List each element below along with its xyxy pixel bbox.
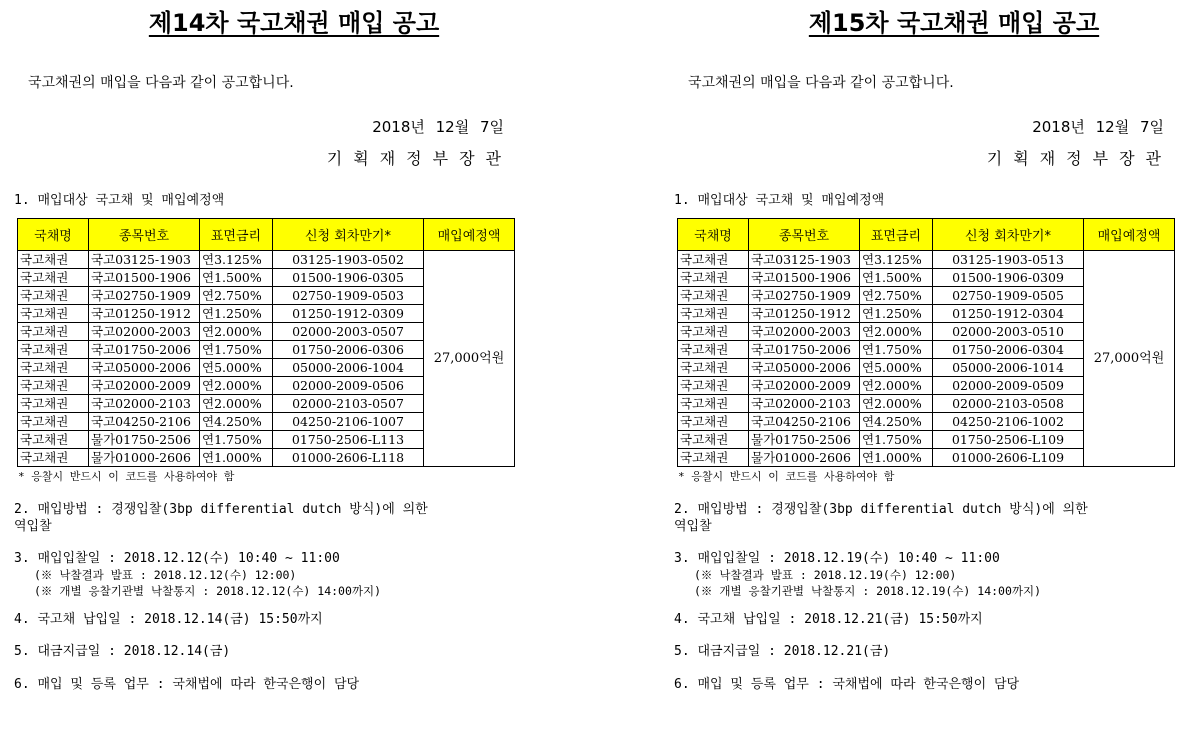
cell-issue-code: 물가01750-2506: [749, 431, 860, 449]
section-6: 6. 매입 및 등록 업무 : 국채법에 따라 한국은행이 담당: [674, 677, 1020, 692]
cell-issue-code: 국고02000-2103: [749, 395, 860, 413]
cell-issue-code: 국고04250-2106: [749, 413, 860, 431]
cell-issue-code: 국고01250-1912: [749, 305, 860, 323]
cell-coupon-rate: 연2.750%: [860, 287, 933, 305]
cell-maturity-code: 02000-2003-0510: [933, 323, 1084, 341]
header-maturity-code: 신청 회차만기*: [273, 219, 424, 251]
cell-maturity-code: 01750-2506-L109: [933, 431, 1084, 449]
section-4: 4. 국고채 납입일 : 2018.12.14(금) 15:50까지: [14, 612, 323, 627]
section-6: 6. 매입 및 등록 업무 : 국채법에 따라 한국은행이 담당: [14, 677, 360, 692]
header-coupon-rate: 표면금리: [200, 219, 273, 251]
cell-issue-code: 국고02750-1909: [749, 287, 860, 305]
cell-bond-name: 국고채권: [678, 395, 749, 413]
cell-maturity-code: 05000-2006-1014: [933, 359, 1084, 377]
cell-coupon-rate: 연4.250%: [200, 413, 273, 431]
cell-coupon-rate: 연2.000%: [860, 323, 933, 341]
cell-maturity-code: 02750-1909-0505: [933, 287, 1084, 305]
cell-issue-code: 물가01750-2506: [89, 431, 200, 449]
cell-issue-code: 국고01500-1906: [89, 269, 200, 287]
cell-coupon-rate: 연1.000%: [860, 449, 933, 467]
notice-intro: 국고채권의 매입을 다음과 같이 공고합니다.: [28, 75, 294, 91]
cell-coupon-rate: 연2.000%: [860, 377, 933, 395]
cell-maturity-code: 01000-2606-L109: [933, 449, 1084, 467]
cell-maturity-code: 02000-2009-0509: [933, 377, 1084, 395]
cell-coupon-rate: 연1.750%: [200, 341, 273, 359]
cell-issue-code: 국고01500-1906: [749, 269, 860, 287]
cell-purchase-amount: 27,000억원: [424, 251, 515, 467]
cell-maturity-code: 02750-1909-0503: [273, 287, 424, 305]
cell-bond-name: 국고채권: [678, 251, 749, 269]
cell-issue-code: 국고02000-2103: [89, 395, 200, 413]
header-purchase-amount: 매입예정액: [424, 219, 515, 251]
cell-coupon-rate: 연2.750%: [200, 287, 273, 305]
cell-coupon-rate: 연1.500%: [200, 269, 273, 287]
table-header-row: [18, 219, 515, 251]
cell-issue-code: 물가01000-2606: [89, 449, 200, 467]
cell-bond-name: 국고채권: [18, 359, 89, 377]
section-5: 5. 대금지급일 : 2018.12.14(금): [14, 644, 231, 659]
section-3-result-note: (※ 낙찰결과 발표 : 2018.12.19(수) 12:00): [694, 568, 957, 582]
cell-issue-code: 국고01750-2006: [749, 341, 860, 359]
cell-bond-name: 국고채권: [18, 287, 89, 305]
section-1-title: 1. 매입대상 국고채 및 매입예정액: [14, 193, 225, 208]
cell-issue-code: 국고01750-2006: [89, 341, 200, 359]
header-issue-code: 종목번호: [749, 219, 860, 251]
cell-bond-name: 국고채권: [18, 251, 89, 269]
cell-bond-name: 국고채권: [678, 449, 749, 467]
cell-issue-code: 국고04250-2106: [89, 413, 200, 431]
cell-issue-code: 국고02000-2009: [89, 377, 200, 395]
cell-maturity-code: 05000-2006-1004: [273, 359, 424, 377]
section-3-title: 3. 매입입찰일 : 2018.12.19(수) 10:40 ~ 11:00: [674, 551, 1000, 566]
cell-maturity-code: 01750-2506-L113: [273, 431, 424, 449]
section-3-notify-note: (※ 개별 응찰기관별 낙찰통지 : 2018.12.12(수) 14:00까지): [34, 584, 382, 598]
notice-date: 2018년 12월 7일: [372, 118, 504, 136]
notice-intro: 국고채권의 매입을 다음과 같이 공고합니다.: [688, 75, 954, 91]
cell-issue-code: 국고02000-2003: [749, 323, 860, 341]
cell-coupon-rate: 연1.500%: [860, 269, 933, 287]
cell-maturity-code: 03125-1903-0502: [273, 251, 424, 269]
table-header-row: [678, 219, 1175, 251]
cell-maturity-code: 01750-2006-0304: [933, 341, 1084, 359]
cell-maturity-code: 01250-1912-0309: [273, 305, 424, 323]
cell-bond-name: 국고채권: [18, 413, 89, 431]
cell-bond-name: 국고채권: [18, 341, 89, 359]
cell-issue-code: 국고02000-2003: [89, 323, 200, 341]
header-coupon-rate: 표면금리: [860, 219, 933, 251]
cell-bond-name: 국고채권: [18, 377, 89, 395]
section-1-title: 1. 매입대상 국고채 및 매입예정액: [674, 193, 885, 208]
cell-issue-code: 국고02750-1909: [89, 287, 200, 305]
cell-issue-code: 국고03125-1903: [89, 251, 200, 269]
cell-issue-code: 국고01250-1912: [89, 305, 200, 323]
table-row: [18, 251, 515, 269]
section-3-title: 3. 매입입찰일 : 2018.12.12(수) 10:40 ~ 11:00: [14, 551, 340, 566]
bond-table: [677, 218, 1175, 467]
notice-15: [674, 0, 1200, 693]
cell-bond-name: 국고채권: [18, 395, 89, 413]
cell-bond-name: 국고채권: [678, 287, 749, 305]
cell-maturity-code: 01500-1906-0305: [273, 269, 424, 287]
cell-maturity-code: 04250-2106-1002: [933, 413, 1084, 431]
section-3-result-note: (※ 낙찰결과 발표 : 2018.12.12(수) 12:00): [34, 568, 297, 582]
cell-maturity-code: 01000-2606-L118: [273, 449, 424, 467]
cell-bond-name: 국고채권: [678, 341, 749, 359]
section-4: 4. 국고채 납입일 : 2018.12.21(금) 15:50까지: [674, 612, 983, 627]
header-maturity-code: 신청 회차만기*: [933, 219, 1084, 251]
minister-signature: 기획재정부장관: [986, 149, 1172, 168]
cell-maturity-code: 02000-2003-0507: [273, 323, 424, 341]
cell-maturity-code: 01250-1912-0304: [933, 305, 1084, 323]
notice-14: [14, 0, 574, 693]
cell-bond-name: 국고채권: [18, 431, 89, 449]
cell-issue-code: 국고05000-2006: [89, 359, 200, 377]
header-bond-name: 국채명: [18, 219, 89, 251]
cell-maturity-code: 02000-2009-0506: [273, 377, 424, 395]
notice-title: 제14차 국고채권 매입 공고: [148, 9, 440, 37]
cell-bond-name: 국고채권: [678, 305, 749, 323]
cell-maturity-code: 01500-1906-0309: [933, 269, 1084, 287]
cell-coupon-rate: 연3.125%: [200, 251, 273, 269]
cell-maturity-code: 03125-1903-0513: [933, 251, 1084, 269]
notice-date: 2018년 12월 7일: [1032, 118, 1164, 136]
cell-coupon-rate: 연3.125%: [860, 251, 933, 269]
cell-bond-name: 국고채권: [18, 323, 89, 341]
cell-maturity-code: 04250-2106-1007: [273, 413, 424, 431]
cell-bond-name: 국고채권: [678, 323, 749, 341]
cell-coupon-rate: 연1.000%: [200, 449, 273, 467]
cell-bond-name: 국고채권: [678, 431, 749, 449]
cell-coupon-rate: 연5.000%: [860, 359, 933, 377]
cell-purchase-amount: 27,000억원: [1084, 251, 1175, 467]
header-issue-code: 종목번호: [89, 219, 200, 251]
cell-coupon-rate: 연1.250%: [200, 305, 273, 323]
cell-bond-name: 국고채권: [678, 359, 749, 377]
cell-coupon-rate: 연4.250%: [860, 413, 933, 431]
section-5: 5. 대금지급일 : 2018.12.21(금): [674, 644, 891, 659]
cell-coupon-rate: 연2.000%: [200, 323, 273, 341]
cell-coupon-rate: 연5.000%: [200, 359, 273, 377]
cell-coupon-rate: 연1.750%: [860, 341, 933, 359]
cell-bond-name: 국고채권: [678, 413, 749, 431]
section-3: [14, 550, 574, 599]
minister-signature: 기획재정부장관: [326, 149, 512, 168]
cell-issue-code: 국고05000-2006: [749, 359, 860, 377]
cell-bond-name: 국고채권: [18, 269, 89, 287]
cell-issue-code: 국고02000-2009: [749, 377, 860, 395]
cell-maturity-code: 02000-2103-0508: [933, 395, 1084, 413]
section-3-notify-note: (※ 개별 응찰기관별 낙찰통지 : 2018.12.19(수) 14:00까지): [694, 584, 1042, 598]
header-bond-name: 국채명: [678, 219, 749, 251]
cell-maturity-code: 02000-2103-0507: [273, 395, 424, 413]
cell-maturity-code: 01750-2006-0306: [273, 341, 424, 359]
bond-table: [17, 218, 515, 467]
cell-coupon-rate: 연2.000%: [200, 395, 273, 413]
cell-issue-code: 국고03125-1903: [749, 251, 860, 269]
table-footnote: * 응찰시 반드시 이 코드를 사용하여야 함: [18, 470, 235, 483]
section-2: 2. 매입방법 : 경쟁입찰(3bp differential dutch 방식)에 의한 역입찰: [14, 502, 428, 534]
cell-coupon-rate: 연1.250%: [860, 305, 933, 323]
section-3: [674, 550, 1200, 599]
cell-issue-code: 물가01000-2606: [749, 449, 860, 467]
cell-coupon-rate: 연2.000%: [200, 377, 273, 395]
cell-bond-name: 국고채권: [678, 269, 749, 287]
cell-bond-name: 국고채권: [678, 377, 749, 395]
cell-coupon-rate: 연2.000%: [860, 395, 933, 413]
cell-bond-name: 국고채권: [18, 305, 89, 323]
table-row: [678, 251, 1175, 269]
cell-coupon-rate: 연1.750%: [860, 431, 933, 449]
cell-bond-name: 국고채권: [18, 449, 89, 467]
header-purchase-amount: 매입예정액: [1084, 219, 1175, 251]
table-footnote: * 응찰시 반드시 이 코드를 사용하여야 함: [678, 470, 895, 483]
section-2: 2. 매입방법 : 경쟁입찰(3bp differential dutch 방식)에 의한 역입찰: [674, 502, 1088, 534]
notice-title: 제15차 국고채권 매입 공고: [808, 9, 1100, 37]
cell-coupon-rate: 연1.750%: [200, 431, 273, 449]
